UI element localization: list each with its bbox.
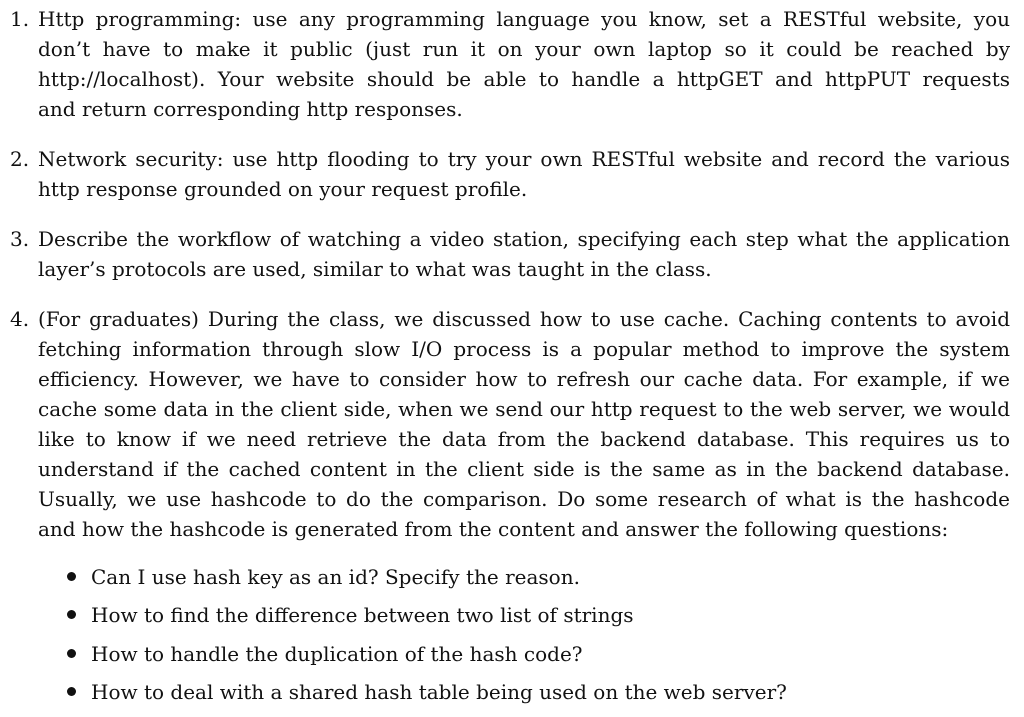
bullet-icon [67,610,76,619]
question-text [38,144,1010,204]
bullet-icon [67,649,76,658]
text-line: http response grounded on your request profile. [38,177,528,201]
text-line: http://localhost). Your website should be able to handle a httpGET and httpPUT requests [38,67,1010,91]
list-item-text: How to handle the duplication of the hash code? [91,642,583,666]
text-line: and how the hashcode is generated from the content and answer the following questions: [38,517,949,541]
text-line: don’t have to make it public (just run it on your own laptop so it could be reached by [38,37,1010,61]
text-line: understand if the cached content in the client side is the same as in the backend database. [38,457,1010,481]
list-item-text: How to deal with a shared hash table being used on the web server? [91,680,787,704]
text-line: and return corresponding http responses. [38,97,463,121]
question-text [38,224,1010,284]
question-number: 1. [10,7,30,31]
question-text [38,4,1010,124]
text-line: cache some data in the client side, when we send our http request to the web server, we would [38,397,1010,421]
bullet-icon [67,687,76,696]
list-item [0,600,1024,630]
text-line: Usually, we use hashcode to do the comparison. Do some research of what is the hashcode [38,487,1010,511]
assignment-page [0,4,1024,717]
question-number: 2. [10,147,30,171]
list-item-text: Can I use hash key as an id? Specify the reason. [91,565,580,589]
question-number: 3. [10,227,30,251]
list-item-text: How to find the difference between two list of strings [91,603,634,627]
list-item [0,639,1024,669]
text-line: like to know if we need retrieve the data from the backend database. This requires us to [38,427,1010,451]
question-number: 4. [10,307,30,331]
text-line: Http programming: use any programming language you know, set a RESTful website, you [38,7,1010,31]
list-item [0,677,1024,707]
text-line: (For graduates) During the class, we discussed how to use cache. Caching contents to avoid [38,307,1010,331]
list-item [0,562,1024,592]
bullet-icon [67,572,76,581]
text-line: efficiency. However, we have to consider how to refresh our cache data. For example, if we [38,367,1010,391]
text-line: Describe the workflow of watching a video station, specifying each step what the application [38,227,1010,251]
text-line: fetching information through slow I/O process is a popular method to improve the system [38,337,1010,361]
question-text [38,304,1010,544]
text-line: Network security: use http flooding to try your own RESTful website and record the various [38,147,1010,171]
text-line: layer’s protocols are used, similar to what was taught in the class. [38,257,712,281]
